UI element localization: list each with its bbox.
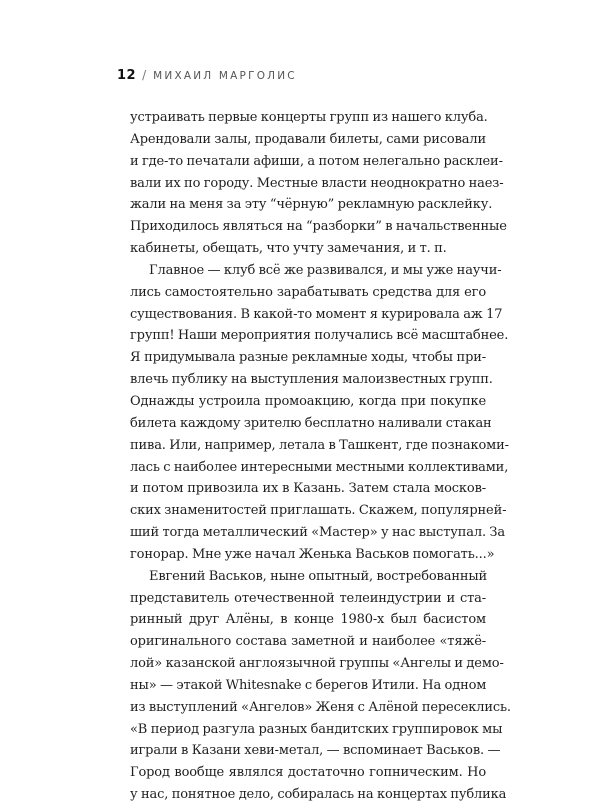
text-line: жали на меня за эту “чёрную” рекламную расклейку. [130,197,493,213]
text-line: пива. Или, например, летала в Ташкент, где познакоми- [130,437,509,453]
text-line: Город вообще являлся достаточно гопническим. Но [130,765,486,781]
text-line: существования. В какой-то момент я курировала аж 17 [130,306,503,322]
text-line: у нас, понятное дело, собиралась на концертах публика [130,787,507,803]
text-line: лись самостоятельно зарабатывать средства для его [130,284,486,300]
running-head [117,68,297,84]
paragraph-first-line: Евгений Васьков, ныне опытный, востребованный [149,568,488,584]
text-line: Я придумывала разные рекламные ходы, чтобы при- [130,350,486,366]
text-line: устраивать первые концерты групп из нашего клуба. [130,110,488,125]
text-line: Приходилось являться на “разборки” в начальственные [130,219,507,235]
text-line: и где-то печатали афиши, а потом нелегально расклеи- [130,153,503,169]
text-line: билета каждому зрителю бесплатно наливали стакан [130,415,492,431]
text-line: и потом привозила их в Казань. Затем стала москов- [130,481,486,497]
text-line: оригинального состава заметной и наиболее «тяжё- [130,634,486,650]
paragraph-first-line: Главное — клуб всё же развивался, и мы уже научи- [149,262,502,278]
text-line: групп! Наши мероприятия получались всё масштабнее. [130,328,509,344]
text-line: кабинеты, обещать, что учту замечания, и т. п. [130,241,447,257]
page-number: 12 [117,68,137,83]
text-line: ший тогда металлический «Мастер» у нас выступал. За [130,525,505,541]
author-name: МИХАИЛ МАРГОЛИС [153,70,297,82]
text-line: ринный друг Алёны, в конце 1980-х был басистом [130,612,486,628]
text-line: из выступлений «Ангелов» Женя с Алёной пересеклись. [130,699,511,715]
header-separator: / [142,68,147,82]
text-line: «В период разгула разных бандитских группировок мы [130,721,503,737]
text-line: влечь публику на выступления малоизвестных групп. [130,372,493,388]
text-line: вали их по городу. Местные власти неоднократно наез- [130,175,504,191]
text-line: ны» — этакой Whitesnake с берегов Итили. На одном [130,677,487,693]
text-line: лась с наиболее интересными местными коллективами, [130,459,509,475]
text-line: гонорар. Мне уже начал Женька Васьков помогать...» [130,546,495,562]
text-line: Арендовали залы, продавали билеты, сами рисовали [130,131,486,147]
body-text [130,107,511,806]
text-line: ских знаменитостей приглашать. Скажем, популярней- [130,503,507,519]
text-line: Однажды устроила промоакцию, когда при покупке [130,393,486,409]
text-line: лой» казанской англоязычной группы «Ангелы и демо- [130,656,504,672]
text-line: представитель отечественной телеиндустрии и ста- [130,590,486,606]
text-line: играли в Казани хеви-метал, — вспоминает Васьков. — [130,743,501,759]
